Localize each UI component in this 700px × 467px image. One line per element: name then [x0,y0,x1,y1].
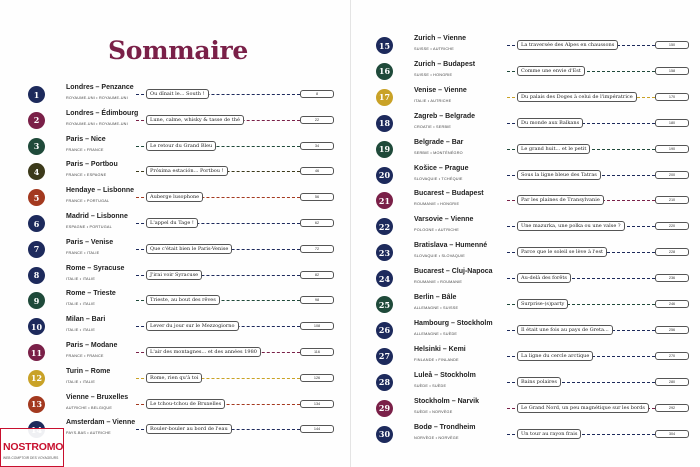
chapter-number-badge: 10 [28,318,45,335]
chapter-number-badge: 18 [376,115,393,132]
route-title[interactable]: Turin – Rome [66,367,111,375]
chapter-subtitle: Lune, calme, whisky & tasse de thé [146,115,244,125]
chapter-number-badge: 12 [28,370,45,387]
route-title[interactable]: Amsterdam – Vienne [66,419,136,427]
route-countries: PAYS-BAS • AUTRICHE [66,431,111,436]
page-number[interactable]: 270 [655,352,689,360]
route-countries: SLOVAQUIE • TCHÉQUIE [414,176,463,181]
chapter-number-badge: 3 [28,138,45,155]
route-countries: SLOVAQUIE • SLOVAQUIE [414,254,465,259]
route-title[interactable]: Milan – Bari [66,316,106,324]
chapter-number-badge: 21 [376,192,393,209]
logo-tagline: WEB COMPTOIR DES VOYAGEURS [3,456,59,460]
chapter-number-badge: 16 [376,63,393,80]
route-countries: AUTRICHE • BELGIQUE [66,405,113,410]
chapter-subtitle: Du monde aux Balkans [517,118,583,128]
chapter-number-badge: 17 [376,89,393,106]
chapter-number-badge: 19 [376,141,393,158]
chapter-subtitle: J'irai voir Syracuse [146,270,202,280]
route-title[interactable]: Stockholm – Narvik [414,397,479,405]
route-countries: FRANCE • FRANCE [66,354,104,358]
toc-entry[interactable] [28,213,334,235]
page-number[interactable]: 256 [655,326,689,334]
toc-entry[interactable] [376,242,689,264]
chapter-number-badge: 29 [376,400,393,417]
page-number[interactable]: 116 [300,348,334,356]
route-title[interactable]: Hambourg – Stockholm [414,319,493,327]
route-title[interactable]: Paris – Nice [66,135,106,143]
toc-entry[interactable] [28,110,334,132]
page-number[interactable]: 246 [655,300,689,308]
chapter-subtitle: Trieste, au bout des rêves [146,295,220,305]
route-countries: SUÈDE • SUÈDE [414,383,447,388]
toc-entry[interactable] [376,190,689,212]
page-number[interactable]: 180 [655,119,689,127]
page-number[interactable]: 304 [655,430,689,438]
toc-entry[interactable] [28,136,334,158]
page-number[interactable]: 158 [655,67,689,75]
page-number[interactable]: 8 [300,90,334,98]
route-countries: SUISSE • AUTRICHE [414,47,454,51]
page-number[interactable]: 56 [300,193,334,201]
page-number[interactable]: 170 [655,93,689,101]
toc-entry[interactable] [376,216,689,238]
toc-entry[interactable] [28,265,334,287]
chapter-number-badge: 28 [376,374,393,391]
chapter-subtitle: Un tour au rayon frais [517,429,581,439]
chapter-number-badge: 5 [28,189,45,206]
route-title[interactable]: Varsovie – Vienne [414,216,474,224]
chapter-subtitle: Rouler-bouler au bord de l'eau [146,424,232,434]
chapter-subtitle: Le tchou-tchou de Bruxelles [146,399,225,409]
route-countries: POLOGNE • AUTRICHE [414,228,460,233]
chapter-number-badge: 1 [28,86,45,103]
chapter-number-badge: 20 [376,167,393,184]
chapter-number-badge: 27 [376,348,393,365]
page-number[interactable]: 82 [300,271,334,279]
page-number[interactable]: 62 [300,219,334,227]
chapter-subtitle: Une mazurka, une polka ou une valse ? [517,221,625,231]
route-countries: ROUMANIE • ROUMANIE [414,280,463,285]
chapter-subtitle: L'air des montagnes... et des années 1980 [146,347,261,357]
chapter-subtitle: Surprise-(s)party [517,299,568,309]
chapter-number-badge: 26 [376,322,393,339]
toc-entry[interactable] [376,372,689,394]
page-number[interactable]: 126 [300,374,334,382]
page-number[interactable]: 134 [300,400,334,408]
route-title[interactable]: Paris – Portbou [66,161,118,169]
route-title[interactable]: Venise – Vienne [414,86,467,94]
route-title[interactable]: Bucarest – Budapest [414,190,484,198]
route-countries: SERBIE • MONTÉNÉGRO [414,150,463,155]
chapter-subtitle: Par les plaines de Transylvanie [517,195,604,205]
page-number[interactable]: 210 [655,196,689,204]
chapter-subtitle: Que c'était bien le Paris-Venise [146,244,232,254]
page-number[interactable]: 292 [655,404,689,412]
toc-entry[interactable] [376,398,689,420]
chapter-subtitle: La traversée des Alpes en chaussons [517,40,618,50]
chapter-subtitle: Parce que le soleil se lève à l'est [517,247,607,257]
toc-entry[interactable] [376,61,689,83]
route-title[interactable]: Paris – Modane [66,342,118,349]
chapter-subtitle: Le retour du Grand Bleu [146,141,216,151]
page-number[interactable]: 190 [655,145,689,153]
route-countries: CROATIE • SERBIE [414,124,452,129]
route-countries: SUISSE • HONGRIE [414,72,453,77]
page-number[interactable]: 98 [300,296,334,304]
page-number[interactable]: 236 [655,274,689,282]
toc-entry[interactable] [28,419,334,441]
route-title[interactable]: Zurich – Vienne [414,35,466,42]
chapter-subtitle: Ou dînait le... South ! [146,89,209,99]
toc-entry[interactable] [28,161,334,183]
route-countries: ITALIE • AUTRICHE [414,98,452,103]
chapter-number-badge: 24 [376,270,393,287]
right-page [350,0,700,467]
route-title[interactable]: Belgrade – Bar [414,138,464,146]
toc-entry[interactable] [28,316,334,338]
route-countries: SUÈDE • NORVÈGE [414,409,453,414]
chapter-subtitle: Auberge lusophone [146,192,203,202]
chapter-subtitle: Le Grand Nord, un peu magnétique sur les bords [517,403,649,413]
toc-entry[interactable] [376,346,689,368]
toc-entry[interactable] [376,320,689,342]
page-number[interactable]: 34 [300,142,334,150]
page-number[interactable]: 280 [655,378,689,386]
chapter-subtitle: Au-delà des forêts [517,273,571,283]
toc-entry[interactable] [376,139,689,161]
chapter-subtitle: Sous la ligne bleue des Tatras [517,170,601,180]
chapter-number-badge: 11 [28,344,45,361]
route-countries: ITALIE • ITALIE [66,379,96,384]
toc-entry[interactable] [376,268,689,290]
route-countries: ITALIE • ITALIE [66,302,96,307]
route-title[interactable]: Košice – Prague [414,164,469,172]
toc-entry[interactable] [28,368,334,390]
route-title[interactable]: Rome – Syracuse [66,264,125,272]
route-title[interactable]: Bratislava – Humenné [414,242,488,250]
toc-entry[interactable] [376,165,689,187]
toc-entry[interactable] [376,35,689,57]
page-number[interactable]: 200 [655,171,689,179]
toc-entry[interactable] [376,424,689,446]
route-countries: ROUMANIE • HONGRIE [414,202,460,207]
chapter-subtitle: L'appel du Tage ! [146,218,198,228]
route-title[interactable]: Luleå – Stockholm [414,371,476,379]
route-title[interactable]: Rome – Trieste [66,290,116,298]
chapter-number-badge: 6 [28,215,45,232]
page-number[interactable]: 46 [300,167,334,175]
page-number[interactable]: 228 [655,248,689,256]
toc-entry[interactable] [28,290,334,312]
route-countries: ITALIE • ITALIE [66,276,96,281]
route-countries: FRANCE • PORTUGAL [66,199,110,204]
chapter-subtitle: Bains polaires [517,377,561,387]
chapter-number-badge: 13 [28,396,45,413]
page-number[interactable]: 72 [300,245,334,253]
chapter-subtitle: Le grand huit... et le petit [517,144,590,154]
route-title[interactable]: Bucarest – Cluj-Napoca [414,268,493,276]
page-number[interactable]: 150 [655,41,689,49]
chapter-number-badge: 9 [28,292,45,309]
route-title[interactable]: Madrid – Lisbonne [66,213,128,220]
route-countries: NORVÈGE • NORVÈGE [414,435,459,440]
toc-entry[interactable] [28,84,334,106]
route-title[interactable]: Helsinki – Kemi [414,345,466,353]
toc-entry[interactable] [28,394,334,416]
route-countries: FRANCE • FRANCE [66,147,104,152]
route-countries: ALLEMAGNE • SUISSE [414,306,459,310]
chapter-subtitle: Du palais des Doges à celui de l'impératrice [517,92,637,102]
route-title[interactable]: Londres – Édimbourg [66,109,139,117]
page-number[interactable]: 108 [300,322,334,330]
chapter-subtitle: Rome, rien qu'à toi [146,373,202,383]
route-title[interactable]: Zurich – Budapest [414,60,476,68]
chapter-number-badge: 23 [376,244,393,261]
route-countries: FINLANDE • FINLANDE [414,357,459,362]
chapter-number-badge: 7 [28,241,45,258]
route-countries: ITALIE • ITALIE [66,328,96,333]
toc-entry[interactable] [28,239,334,261]
route-countries: ESPAGNE • PORTUGAL [66,225,112,229]
nostromo-logo [0,428,64,467]
route-countries: ALLEMAGNE • SUÈDE [414,331,458,336]
logo-name: NOSTROMO [3,441,64,453]
route-title[interactable]: Londres – Penzance [66,84,134,91]
page-number[interactable]: 144 [300,425,334,433]
route-title[interactable]: Vienne – Bruxelles [66,393,129,401]
toc-entry[interactable] [376,87,689,109]
chapter-number-badge: 4 [28,163,45,180]
route-title[interactable]: Zagreb – Belgrade [414,112,476,120]
page-number[interactable]: 220 [655,222,689,230]
route-countries: FRANCE • ITALIE [66,250,100,255]
toc-entry[interactable] [376,294,689,316]
route-countries: FRANCE • ESPAGNE [66,173,107,178]
route-title[interactable]: Paris – Venise [66,238,114,246]
toc-entry[interactable] [376,113,689,135]
chapter-subtitle: Comme une envie d'Est [517,66,585,76]
route-title[interactable]: Hendaye – Lisbonne [66,187,135,195]
chapter-subtitle: Lever du jour sur le Mezzogiorno [146,321,239,331]
toc-entry[interactable] [28,187,334,209]
chapter-number-badge: 22 [376,218,393,235]
chapter-subtitle: Próxima estación... Portbou ! [146,166,228,176]
chapter-number-badge: 8 [28,267,45,284]
chapter-number-badge: 30 [376,426,393,443]
page-title: Sommaire [108,36,249,65]
route-countries: ROYAUME-UNI • ROYAUME-UNI [66,121,128,126]
chapter-subtitle: Il était une fois au pays de Greta... [517,325,613,335]
page-number[interactable]: 22 [300,116,334,124]
chapter-number-badge: 15 [376,37,393,54]
route-countries: ROYAUME-UNI • ROYAUME-UNI [66,96,128,100]
route-title[interactable]: Berlin – Bâle [414,294,457,301]
chapter-subtitle: La ligne du cercle arctique [517,351,593,361]
toc-entry[interactable] [28,342,334,364]
route-title[interactable]: Bodø – Trondheim [414,423,476,431]
chapter-number-badge: 25 [376,296,393,313]
chapter-number-badge: 2 [28,112,45,129]
